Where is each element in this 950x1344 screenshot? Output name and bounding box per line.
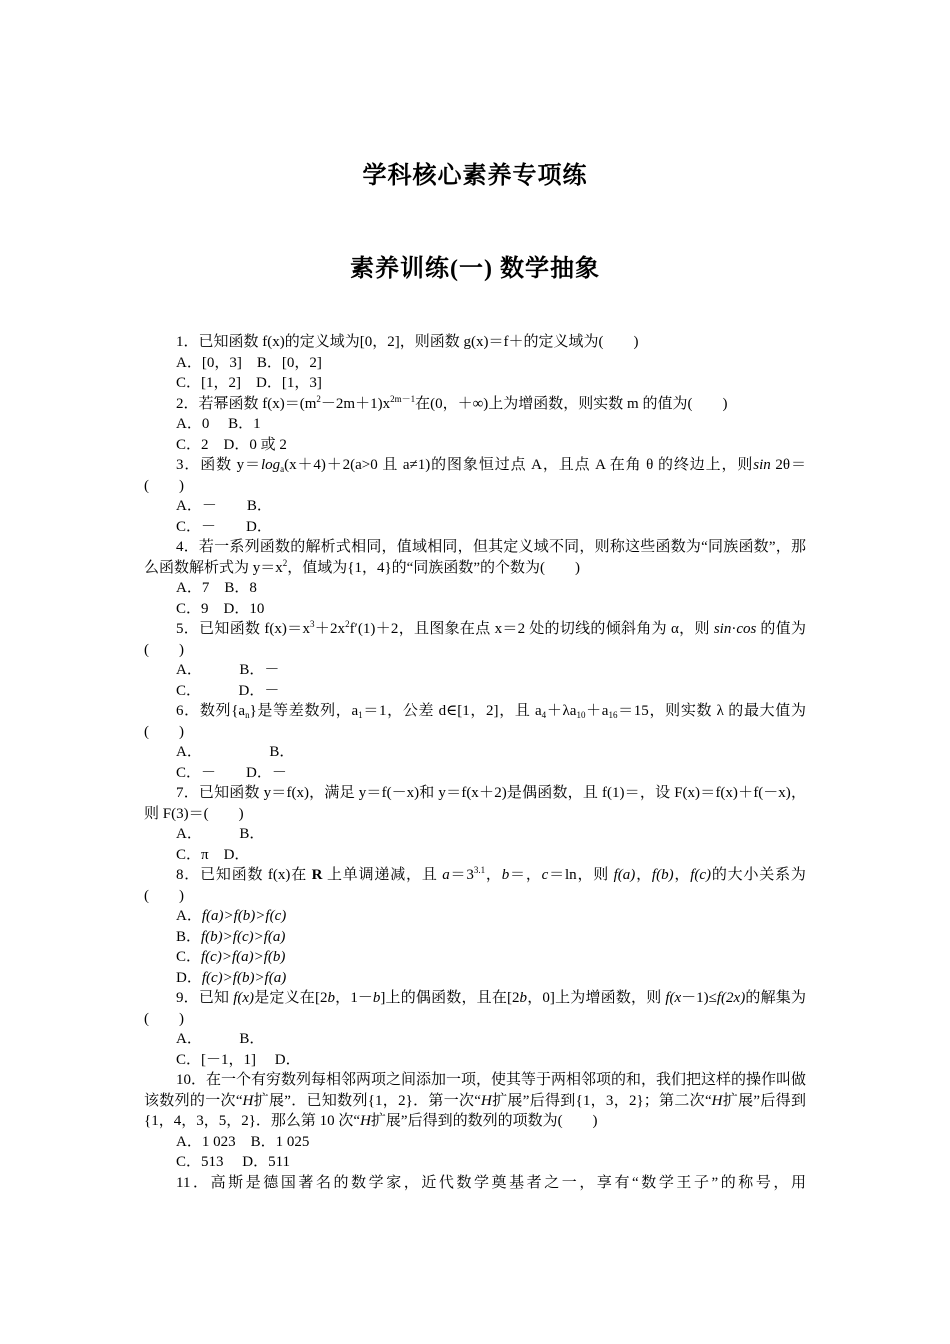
- question-5-options-ab: A． B．－: [176, 662, 280, 678]
- question-6-options-cd: C．－ D．－: [176, 764, 287, 781]
- page-title: 学科核心素养专项练: [362, 163, 588, 189]
- question-4-options-cd: C．9 D．10: [176, 600, 265, 617]
- question-1-options-cd: C．[1，2] D．[1，3]: [176, 375, 322, 391]
- question-3-options-cd: C．－ D．: [176, 518, 272, 535]
- question-8-option-d: D．f(c)>f(b)>f(a): [176, 969, 287, 986]
- question-8-option-a: A．f(a)>f(b)>f(c): [176, 908, 287, 924]
- question-11-stem: 11．高斯是德国著名的数学家，近代数学奠基者之一，享有“数学王子”的称号，用: [176, 1174, 806, 1191]
- question-4-options-ab: A．7 B．8: [176, 580, 257, 596]
- question-2-options-ab: A．0 B．1: [176, 416, 261, 432]
- question-3-options-ab: A．－ B．: [176, 498, 272, 514]
- question-3-stem: 3．函数 $y=\log_a(x+4)+2(a>0$ 且 a≠1)的图象恒过点 A，且点 A 在角 θ 的终边上，则sin 2θ＝( ): [144, 457, 806, 494]
- question-8-option-c: C．f(c)>f(a)>f(b): [176, 949, 286, 965]
- question-7-options-cd: C．π D．: [176, 846, 250, 863]
- question-7-stem: 7．已知函数 y＝f(x)，满足 y＝f(－x)和 y＝f(x＋2)是偶函数，且 f(1)＝，设 F(x)＝f(x)＋f(－x)，则 F(3)＝( ): [144, 785, 806, 822]
- question-1-options-ab: A．[0，3] B．[0，2]: [176, 354, 322, 371]
- question-10-options-cd: C．513 D．511: [176, 1154, 291, 1170]
- question-2-stem: 2．若幂函数 $f(x)=(m^2-2m+1)x^{2m-1}$在(0，＋∞)上为增函数，则实数 m 的值为( ): [176, 393, 728, 412]
- question-5-stem: 5．已知函数 $f(x)=x^3+2x^2f'(1)+2$，且图象在点 x＝2 处的切线的倾斜角为 α，则 sin·cos 的值为( ): [144, 619, 806, 658]
- question-7-options-ab: A． B．: [176, 826, 265, 842]
- question-8-option-b: B．f(b)>f(c)>f(a): [176, 928, 286, 945]
- question-5-options-cd: C． D．－: [176, 682, 280, 699]
- question-9-stem: 9．已知 f(x)是定义在[2b，1－b]上的偶函数，且在[2b，0]上为增函数，则 f(x－1)≤f(2x)的解集为( ): [144, 990, 806, 1027]
- question-list: [144, 332, 806, 1193]
- question-1-stem: 1．已知函数 f(x)的定义域为[0，2]，则函数 g(x)＝f＋的定义域为( ): [176, 334, 639, 350]
- question-8-stem: 8．已知函数 f(x)在 R 上单调递减，且 $a=3^{3.1}$，b＝，c＝ln，则 f(a)，f(b)，f(c)的大小关系为( ): [144, 865, 806, 904]
- question-6-options-ab: A． B．: [176, 744, 295, 760]
- question-6-stem: 6．数列$\{a_n\}$是等差数列，$a_1=1$，公差 d∈[1，2]，且 $a_4+\lambda a_{10}+a_{16}=15$，则实数 λ 的最大值为( ): [144, 703, 806, 740]
- question-9-options-cd: C．[－1，1] D．: [176, 1051, 301, 1068]
- question-4-stem: 4．若一系列函数的解析式相同，值域相同，但其定义域不同，则称这些函数为“同族函数”，那么函数解析式为 $y=x^2$，值域为{1，4}的“同族函数”的个数为( ): [144, 539, 806, 576]
- question-2-options-cd: C．2 D．0 或 2: [176, 436, 287, 453]
- question-10-stem: 10．在一个有穷数列每相邻两项之间添加一项，使其等于两相邻项的和，我们把这样的操作叫做该数列的一次“H扩展”．已知数列{1，2}．第一次“H扩展”后得到{1，3，2}；第二次“H扩展”后得到{1，4，3，5，2}．那么第 10 次“H扩展”后得到的数列的项数为( ): [144, 1072, 807, 1129]
- section-title: 素养训练(一) 数学抽象: [350, 256, 600, 282]
- question-9-options-ab: A． B．: [176, 1031, 265, 1047]
- question-10-options-ab: A．1 023 B．1 025: [176, 1133, 310, 1150]
